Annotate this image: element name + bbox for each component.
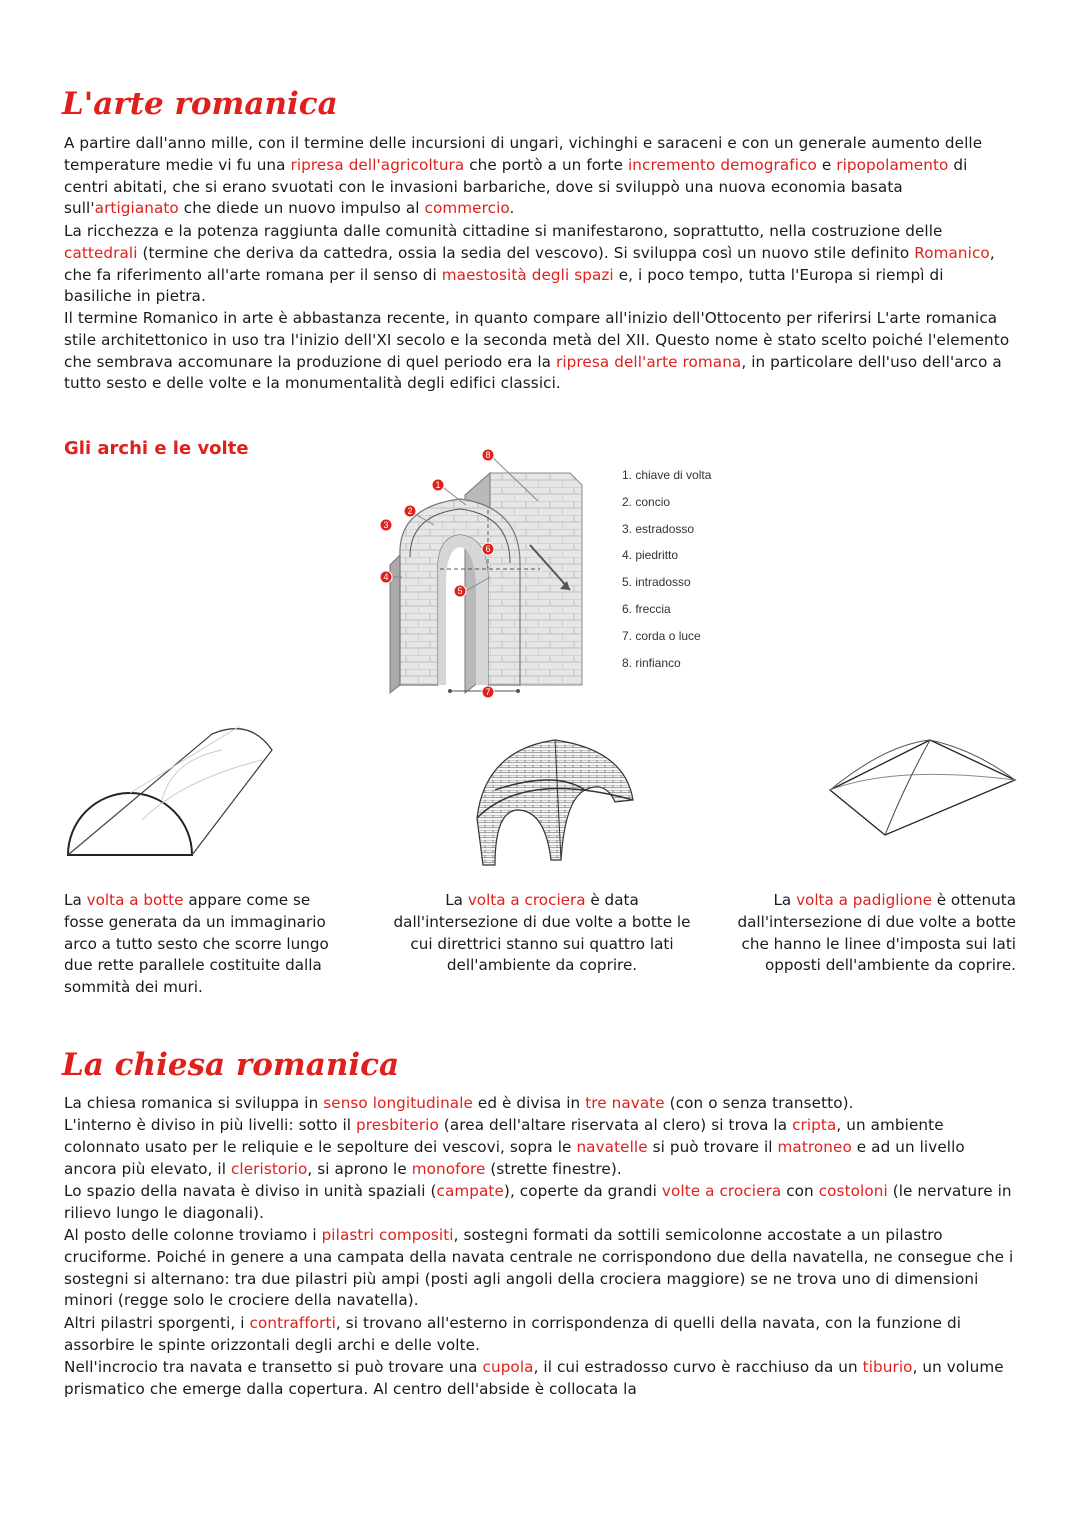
church-paragraph-6: Nell'incrocio tra navata e transetto si può trovare una cupola, il cui estradosso curvo è racchiuso da un tiburio, un volume prismatico che emerge dalla copertura. Al centro dell'abside è collocata la — [64, 1358, 1004, 1398]
svg-text:5: 5 — [457, 586, 463, 596]
church-paragraph-3: Lo spazio della navata è diviso in unità spaziali (campate), coperte da grandi volte a crociera con costoloni (le nervature in rilievo lungo le diagonali). — [64, 1182, 1012, 1222]
arch-legend — [622, 468, 711, 682]
legend-item: 1. chiave di volta — [622, 468, 712, 482]
intro-paragraph-1: A partire dall'anno mille, con il termine delle incursioni di ungari, vichinghi e saraceni e con un generale aumento delle temperature medie vi fu una ripresa dell'agricoltura che portò a un forte incremento demografico e ripopolamento di centri abitati, che si erano svuotati con le invasioni barbariche, dove si sviluppò una nuova economia basata sull'artigianato che diede un nuovo impulso al commercio. — [64, 134, 983, 218]
intro-paragraph-2: La ricchezza e la potenza raggiunta dalle comunità cittadine si manifestarono, soprattutto, nella costruzione delle cattedrali (termine che deriva da cattedra, ossia la sedia del vescovo). Si sviluppa così un nuovo stile definito Romanico, che fa riferimento all'arte romana per il senso di maestosità degli spazi e, i poco tempo, tutta l'Europa si riempì di basiliche in pietra. — [64, 222, 995, 306]
legend-item: 2. concio — [622, 494, 671, 509]
svg-text:8: 8 — [485, 450, 491, 460]
svg-text:7: 7 — [485, 687, 491, 697]
svg-text:2: 2 — [407, 506, 413, 516]
legend-item: 3. estradosso — [622, 521, 695, 536]
subtitle-archi-volte: Gli archi e le volte — [64, 438, 249, 459]
church-paragraph-1: La chiesa romanica si sviluppa in senso longitudinale ed è divisa in tre navate (con o senza transetto). — [64, 1094, 854, 1112]
legend-item: 8. rinfianco — [622, 655, 681, 670]
intro-paragraph-3: Il termine Romanico in arte è abbastanza recente, in quanto compare all'inizio dell'Ottocento per riferirsi L'arte romanica stile architettonico in uso tra l'inizio dell'XI secolo e la seconda metà del XII. Questo nome è stato scelto poiché l'elemento che sembrava accomunare la produzione di quel periodo era la ripresa dell'arte romana, in particolare dell'uso dell'arco a tutto sesto e delle volte e la monumentalità degli edifici classici. — [64, 309, 1010, 393]
legend-item: 5. intradosso — [622, 575, 691, 590]
svg-text:1: 1 — [435, 480, 441, 490]
legend-item: 4. piedritto — [622, 548, 679, 563]
church-paragraph-5: Altri pilastri sporgenti, i contrafforti, si trovano all'esterno in corrispondenza di quelli della navata, con la funzione di assorbire le spinte orizzontali degli archi e delle volte. — [64, 1314, 962, 1354]
legend-item: 6. freccia — [622, 601, 671, 616]
caption-volta-crociera: La volta a crociera è data dall'intersezione di due volte a botte le cui direttrici stanno sui quattro lati dell'ambiente da coprire. — [393, 891, 691, 975]
pavilion-vault-drawing — [825, 735, 1025, 855]
legend-item: 7. corda o luce — [622, 628, 701, 643]
caption-volta-botte: La volta a botte appare come se fosse generata da un immaginario arco a tutto sesto che scorre lungo due rette parallele costituite dalla sommità dei muri. — [64, 891, 329, 997]
svg-text:6: 6 — [485, 544, 491, 554]
svg-text:4: 4 — [383, 572, 389, 582]
page-title: L'arte romanica — [62, 86, 338, 122]
church-paragraph-4: Al posto delle colonne troviamo i pilastri compositi, sostegni formati da sottili semicolonne accostate a un pilastro cruciforme. Poiché in genere a una campata della navata centrale ne corrispondono due della navatella, ne consegue che i sostegni si alternano: tra due pilastri più ampi (posti agli angoli della crociera maggiore) se ne trova uno di dimensioni minori (regge solo le crociere della navatella). — [64, 1226, 1014, 1310]
church-paragraph-2: L'interno è diviso in più livelli: sotto il presbiterio (area dell'altare riservata al clero) si trova la cripta, un ambiente colonnato usato per le reliquie e le sepolture dei vescovi, sopra le navatelle si può trovare il matroneo e ad un livello ancora più elevato, il cleristorio, si aprono le monofore (strette finestre). — [64, 1116, 965, 1178]
barrel-vault-drawing — [62, 720, 342, 880]
arch-diagram — [370, 445, 610, 705]
cross-vault-drawing — [465, 730, 645, 880]
section-title-chiesa: La chiesa romanica — [62, 1047, 400, 1083]
svg-text:3: 3 — [383, 520, 389, 530]
caption-volta-padiglione: La volta a padiglione è ottenuta dall'intersezione di due volte a botte che hanno le linee d'imposta sui lati opposti dell'ambiente da coprire. — [737, 891, 1016, 975]
